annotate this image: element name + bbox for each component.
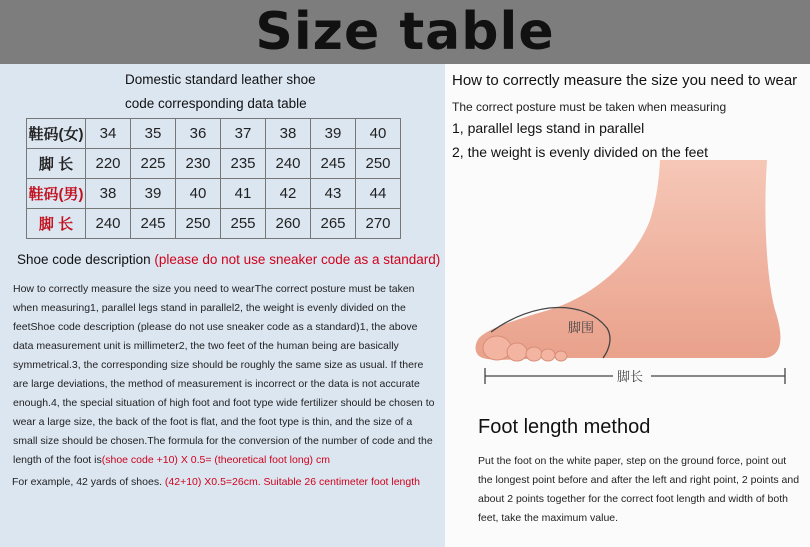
foot-length-method-title: Foot length method: [478, 416, 651, 438]
size-cell: 250: [356, 149, 401, 179]
size-cell: 40: [356, 119, 401, 149]
size-cell: 260: [266, 209, 311, 239]
size-cell: 38: [266, 119, 311, 149]
example-formula: (42+10) X0.5=26cm. Suitable 26 centimeter foot length: [164, 476, 420, 488]
size-cell: 270: [356, 209, 401, 239]
size-cell: 42: [266, 179, 311, 209]
foot-shape: [476, 160, 781, 360]
size-cell: 40: [176, 179, 221, 209]
shoe-code-heading: [17, 252, 440, 267]
description-text: How to correctly measure the size you need to wearThe correct posture must be taken when measuring1, parallel legs stand in parallel2, the weight is evenly divided on the feetShoe code description (please do not use sneaker code as a standard)1, the above data measurement unit is millimeter2, the two feet of the human being are basically symmetrical.3, the corresponding size should be roughly the same size as usual. If there are large deviations, the method of measurement is incorrect or the data is not accurate enough.4, the special situation of high foot and foot type wide fertilizer should be chosen to wear a large size, the back of the foot is flat, and the foot type is thin, and the size of a small size should be chosen.The formula for the conversion of the number of code and the length of the foot is: [13, 283, 435, 466]
page-title: Size table: [255, 2, 555, 62]
example-line: [12, 476, 420, 488]
size-cell: 34: [86, 119, 131, 149]
shoe-code-heading-warning: (please do not use sneaker code as a standard): [154, 252, 441, 267]
table-row: [27, 149, 401, 179]
length-label: 脚长: [617, 370, 644, 385]
size-table: [26, 118, 401, 239]
size-cell: 37: [221, 119, 266, 149]
table-row: [27, 179, 401, 209]
table-row: [27, 209, 401, 239]
row-header: 鞋码(女): [27, 119, 86, 149]
size-cell: 255: [221, 209, 266, 239]
size-cell: 36: [176, 119, 221, 149]
size-cell: 245: [311, 149, 356, 179]
size-cell: 240: [266, 149, 311, 179]
size-cell: 220: [86, 149, 131, 179]
posture-item-1: 1, parallel legs stand in parallel: [452, 120, 645, 136]
posture-item-2: 2, the weight is evenly divided on the feet: [452, 144, 709, 160]
size-cell: 250: [176, 209, 221, 239]
shoe-code-heading-text: Shoe code description: [17, 252, 151, 267]
table-title-line2: code corresponding data table: [125, 96, 307, 111]
posture-text: The correct posture must be taken when measuring: [452, 100, 727, 114]
foot-length-method-body: Put the foot on the white paper, step on the ground force, point out the longest point before and after the left and right point, 2 points and about 2 points together for the correct foot length and width of both feet, take the maximum value.: [478, 455, 800, 524]
row-header: 脚 长: [27, 149, 86, 179]
formula-text: (shoe code +10) X 0.5= (theoretical foot long) cm: [101, 454, 330, 466]
girth-label: 脚围: [568, 321, 595, 336]
size-cell: 41: [221, 179, 266, 209]
example-prefix: For example, 42 yards of shoes.: [12, 476, 165, 488]
size-cell: 39: [311, 119, 356, 149]
foot-illustration: [445, 160, 810, 405]
size-cell: 43: [311, 179, 356, 209]
size-cell: 225: [131, 149, 176, 179]
table-title-line1: Domestic standard leather shoe: [125, 72, 316, 87]
title-banner: [0, 0, 810, 64]
size-cell: 35: [131, 119, 176, 149]
size-cell: 235: [221, 149, 266, 179]
row-header: 脚 长: [27, 209, 86, 239]
size-cell: 39: [131, 179, 176, 209]
size-cell: 240: [86, 209, 131, 239]
size-cell: 44: [356, 179, 401, 209]
size-cell: 38: [86, 179, 131, 209]
measure-title: How to correctly measure the size you need to wear: [452, 72, 798, 89]
row-header: 鞋码(男): [27, 179, 86, 209]
shoe-code-description: [13, 280, 438, 470]
size-cell: 245: [131, 209, 176, 239]
table-row: [27, 119, 401, 149]
size-cell: 265: [311, 209, 356, 239]
size-cell: 230: [176, 149, 221, 179]
